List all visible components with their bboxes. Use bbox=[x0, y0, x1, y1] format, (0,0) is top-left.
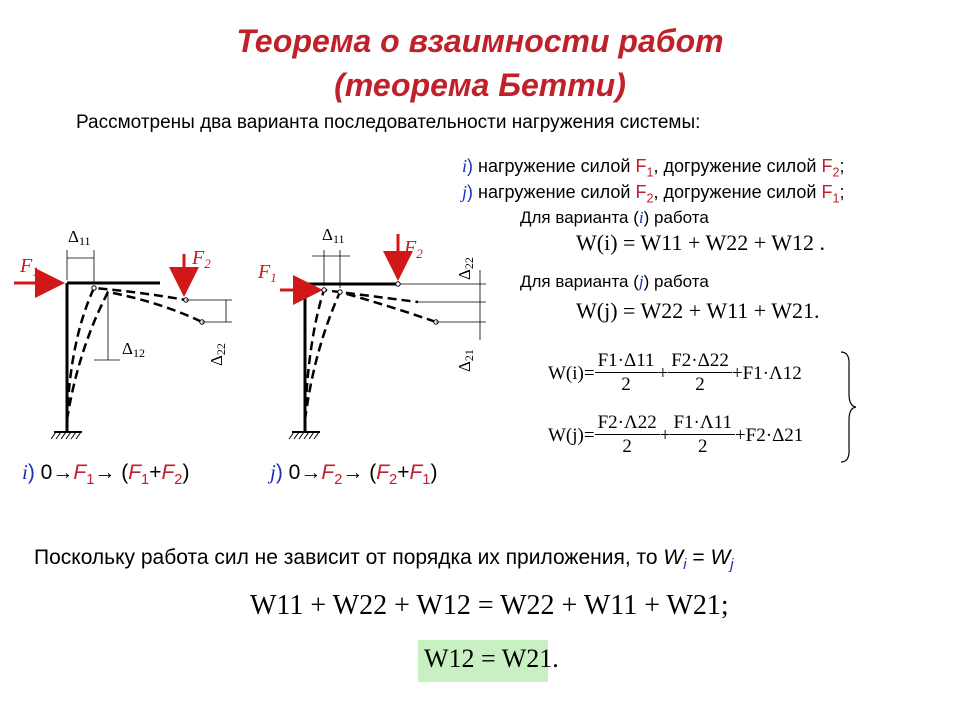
left-d11-label: Δ11 bbox=[68, 227, 91, 248]
final-equation: W12 = W21. bbox=[424, 644, 559, 673]
left-f1-label: $F_1$ bbox=[20, 255, 39, 279]
variant-i-paren: ) bbox=[467, 156, 474, 176]
intro-text: Рассмотрены два варианта последовательности нагружения системы: bbox=[76, 112, 701, 133]
right-f2-label: $F_2$ bbox=[404, 237, 423, 261]
variant-j-text-b: , догружение силой bbox=[653, 182, 822, 202]
system-row-2-tail: +F2·Δ21 bbox=[734, 424, 804, 446]
variant-j-key: j bbox=[462, 182, 468, 202]
variant-i-text-a: нагружение силой bbox=[473, 156, 636, 176]
variant-i-force-a: $F_1$ bbox=[635, 156, 654, 180]
work-i-formula: W(i) = W11 + W22 + W12 . bbox=[576, 230, 826, 255]
right-d22-label: Δ22 bbox=[455, 257, 476, 280]
right-deformed-2 bbox=[305, 292, 436, 420]
work-j-formula: W(j) = W22 + W11 + W21. bbox=[576, 298, 820, 323]
variant-j-text-a: нагружение силой bbox=[473, 182, 636, 202]
system-row-1-tail: +F1·Λ12 bbox=[731, 362, 802, 384]
right-d21-label: Δ21 bbox=[455, 349, 476, 372]
system-row-2-frac-2: $\frac{F1\cdot\Lambda 11}{2}$ bbox=[670, 412, 734, 459]
right-d11-label: Δ11 bbox=[322, 225, 345, 246]
system-row-1-lhs: W(i)= bbox=[548, 362, 595, 384]
variant-j-paren: ) bbox=[467, 182, 474, 202]
page-subtitle: (теорема Бетти) bbox=[334, 67, 626, 103]
system-row-1-frac-2: $\frac{F2\cdot\Delta 22}{2}$ bbox=[668, 350, 732, 397]
variant-i-force-b: $F_2$ bbox=[821, 156, 840, 180]
right-caption: j) $0\to F_2\to (F_2+F_1)$ bbox=[270, 460, 438, 489]
system-row-2-frac-1: $\frac{F2\cdot\Lambda 22}{2}$ bbox=[595, 412, 660, 459]
variant-j-force-a: $F_2$ bbox=[635, 182, 654, 206]
left-f2-label: $F_2$ bbox=[192, 247, 211, 271]
system-row-1: W(i)= $\frac{F1\cdot\Delta 11}{2}$ + $\frac{F2\cdot\Delta 22}{2}$ +F1·Λ12 bbox=[548, 350, 802, 395]
conclusion-text: Поскольку работа сил не зависит от порядка их приложения, то $W_i = W_j$ bbox=[34, 546, 734, 574]
system-row-1-frac-1: $\frac{F1\cdot\Delta 11}{2}$ bbox=[595, 350, 658, 397]
page-title: Теорема о взаимности работ bbox=[236, 23, 724, 59]
work-j-label: Для варианта (j) работа bbox=[520, 272, 709, 291]
work-i-label: Для варианта (i) работа bbox=[520, 208, 709, 227]
variant-j-force-b: $F_1$ bbox=[821, 182, 840, 206]
variant-i-key: i bbox=[462, 156, 468, 176]
right-f1-label: $F_1$ bbox=[258, 261, 277, 285]
system-row-2: W(j)= $\frac{F2\cdot\Lambda 22}{2}$ + $\frac{F1\cdot\Lambda 11}{2}$ +F2·Δ21 bbox=[548, 412, 804, 457]
left-caption: i) $0\to F_1\to (F_1+F_2)$ bbox=[22, 460, 190, 489]
diagram-right bbox=[250, 210, 500, 450]
main-equation: W11 + W22 + W12 = W22 + W11 + W21; bbox=[250, 590, 729, 621]
left-d12-label: Δ12 bbox=[122, 339, 145, 360]
curly-brace-icon bbox=[838, 350, 858, 464]
left-d22-label: Δ22 bbox=[207, 343, 228, 366]
variant-i-line: i) нагружение силой $F_1$, догружение силой $F_2$; bbox=[462, 156, 845, 180]
variant-j-line: j) нагружение силой $F_2$, догружение силой $F_1$; bbox=[462, 182, 845, 206]
diagram-left bbox=[10, 220, 260, 450]
system-row-2-lhs: W(j)= bbox=[548, 424, 595, 446]
variant-i-text-b: , догружение силой bbox=[653, 156, 822, 176]
